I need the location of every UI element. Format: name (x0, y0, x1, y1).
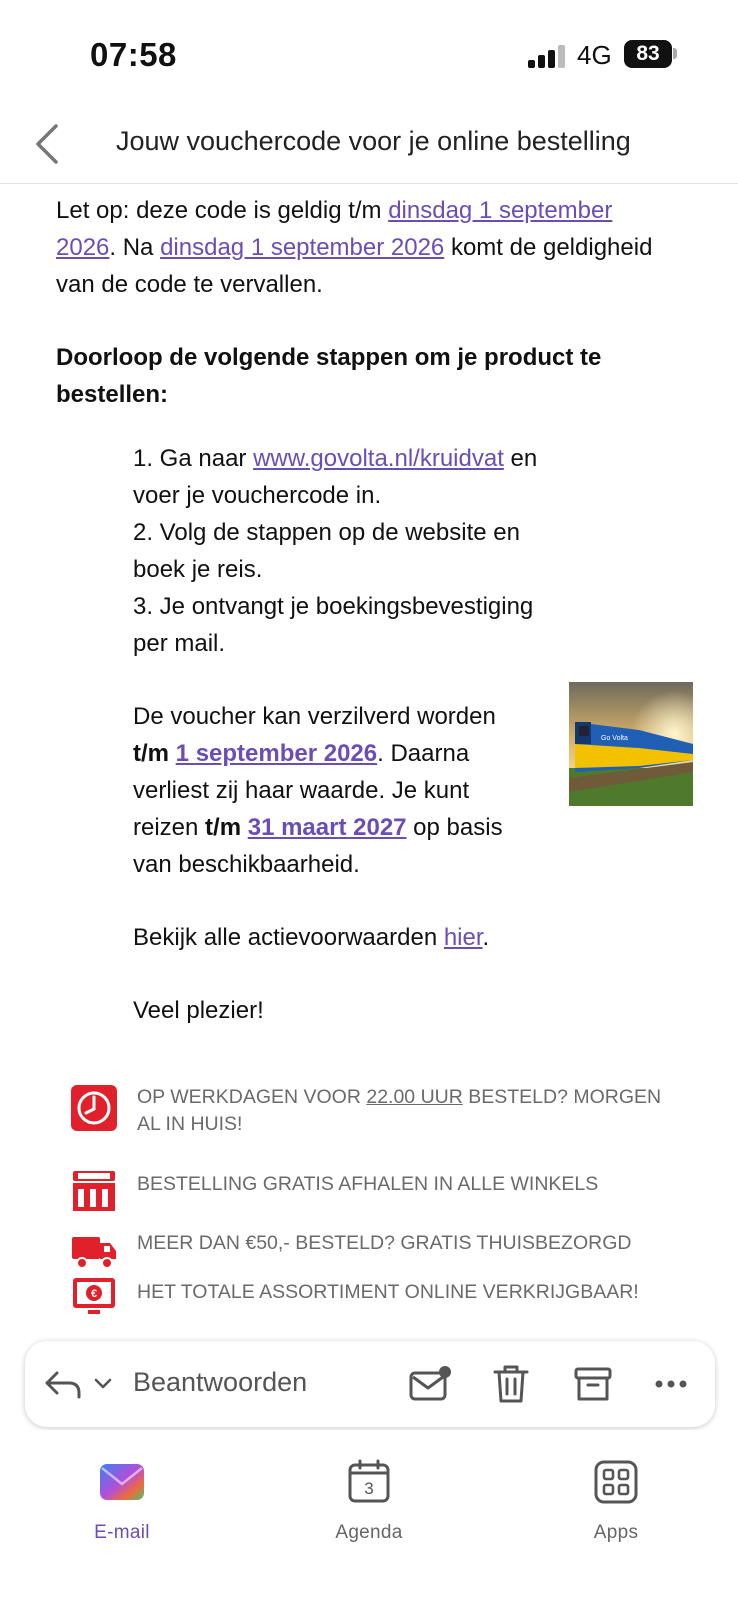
status-time: 07:58 (90, 36, 177, 73)
step-2-line-1: 2. Volg de stappen op de website en (133, 519, 520, 546)
closing-text: Veel plezier! (133, 997, 264, 1024)
more-button[interactable] (651, 1361, 691, 1407)
email-subject: Jouw vouchercode voor je online bestelling (116, 126, 631, 156)
email-icon (98, 1458, 146, 1506)
battery-cap (673, 48, 677, 59)
date-link[interactable]: dinsdag 1 september 2026 (160, 234, 445, 261)
signal-icon (528, 44, 566, 68)
steps-heading-line-2: bestellen: (56, 381, 169, 408)
clock-icon (70, 1084, 118, 1132)
feature-next-day-line-1 (137, 1084, 661, 1111)
travel-date-link[interactable]: 31 maart 2027 (247, 814, 407, 841)
conditions-link[interactable]: hier (443, 924, 483, 951)
email-body (0, 184, 738, 1334)
validity-line-1 (56, 192, 612, 230)
truck-icon (70, 1227, 118, 1275)
govolta-link[interactable]: www.govolta.nl/kruidvat (253, 445, 504, 472)
reply-options-button[interactable] (91, 1361, 115, 1407)
reply-icon (43, 1361, 83, 1407)
bold-text: t/m (133, 740, 169, 767)
feature-text: BESTELD? MORGEN (462, 1086, 662, 1108)
tab-agenda[interactable] (299, 1458, 439, 1558)
validity-line-3: van de code te vervallen. (56, 271, 323, 298)
voucher-line-2 (133, 735, 469, 773)
archive-button[interactable] (573, 1361, 613, 1407)
feature-text: OP WERKDAGEN VOOR (137, 1086, 367, 1108)
email-header (0, 100, 738, 184)
tab-apps[interactable] (546, 1458, 686, 1558)
voucher-text: . Daarna (377, 740, 470, 767)
bold-text: t/m (205, 814, 242, 841)
steps-heading-line-1: Doorloop de volgende stappen om je product te (56, 344, 602, 371)
validity-line-2 (56, 229, 652, 267)
validity-text: Let op: deze code is geldig t/m (56, 197, 389, 224)
chevron-down-icon (91, 1361, 115, 1407)
voucher-line-3: verliest zij haar waarde. Je kunt (133, 777, 470, 804)
feature-next-day-line-2: AL IN HUIS! (137, 1113, 243, 1135)
voucher-line-4 (133, 809, 503, 847)
tab-email[interactable] (52, 1458, 192, 1558)
tab-email-label: E-mail (94, 1522, 150, 1543)
apps-icon (592, 1458, 640, 1506)
status-bar (0, 0, 738, 100)
deadline-link[interactable]: 22.00 UUR (366, 1086, 463, 1108)
svg-text:€: € (90, 1288, 98, 1300)
calendar-day: 3 (364, 1479, 374, 1498)
network-type: 4G (577, 40, 612, 70)
email-action-bar (25, 1341, 715, 1427)
date-link[interactable]: dinsdag 1 september (388, 197, 613, 224)
delete-button[interactable] (491, 1361, 531, 1407)
date-link-continued[interactable]: 2026 (56, 234, 110, 261)
step-2-line-2: boek je reis. (133, 556, 263, 583)
calendar-icon (345, 1458, 393, 1506)
battery-icon: 83 (624, 40, 672, 68)
mark-unread-button[interactable] (407, 1361, 453, 1407)
voucher-date-link[interactable]: 1 september 2026 (175, 740, 378, 767)
feature-delivery: MEER DAN €50,- BESTELD? GRATIS THUISBEZORGD (137, 1232, 632, 1254)
step-3-line-2: per mail. (133, 630, 226, 657)
step-3-line-1: 3. Je ontvangt je boekingsbevestiging (133, 593, 534, 620)
bottom-tab-bar (0, 1430, 738, 1600)
validity-text: komt de geldigheid (444, 234, 653, 261)
conditions-text: Bekijk alle actievoorwaarden (133, 924, 444, 951)
archive-icon (573, 1361, 613, 1407)
reply-label[interactable]: Beantwoorden (133, 1367, 308, 1397)
webshop-icon (70, 1274, 118, 1322)
mark-unread-icon (407, 1361, 453, 1407)
chevron-left-icon (30, 122, 70, 166)
voucher-text: reizen (133, 814, 206, 841)
back-button[interactable] (30, 122, 70, 166)
feature-pickup: BESTELLING GRATIS AFHALEN IN ALLE WINKELS (137, 1173, 599, 1195)
voucher-text: op basis (406, 814, 503, 841)
store-icon (70, 1167, 118, 1215)
step-1-line-2: voer je vouchercode in. (133, 482, 382, 509)
trash-icon (491, 1361, 531, 1407)
validity-text: . Na (109, 234, 161, 261)
step-text: 1. Ga naar (133, 445, 254, 472)
train-logo-text: Go Volta (601, 735, 628, 742)
train-image (569, 682, 693, 806)
voucher-line-5: van beschikbaarheid. (133, 851, 360, 878)
step-1-line-1 (133, 440, 537, 478)
conditions-text: . (482, 924, 490, 951)
step-text: en (503, 445, 538, 472)
voucher-line-1: De voucher kan verzilverd worden (133, 703, 496, 730)
tab-apps-label: Apps (593, 1522, 639, 1543)
feature-assortment: HET TOTALE ASSORTIMENT ONLINE VERKRIJGBAAR! (137, 1281, 639, 1303)
tab-agenda-label: Agenda (335, 1522, 403, 1543)
reply-button[interactable] (43, 1361, 83, 1407)
more-icon (651, 1361, 691, 1407)
conditions-line (133, 919, 489, 957)
